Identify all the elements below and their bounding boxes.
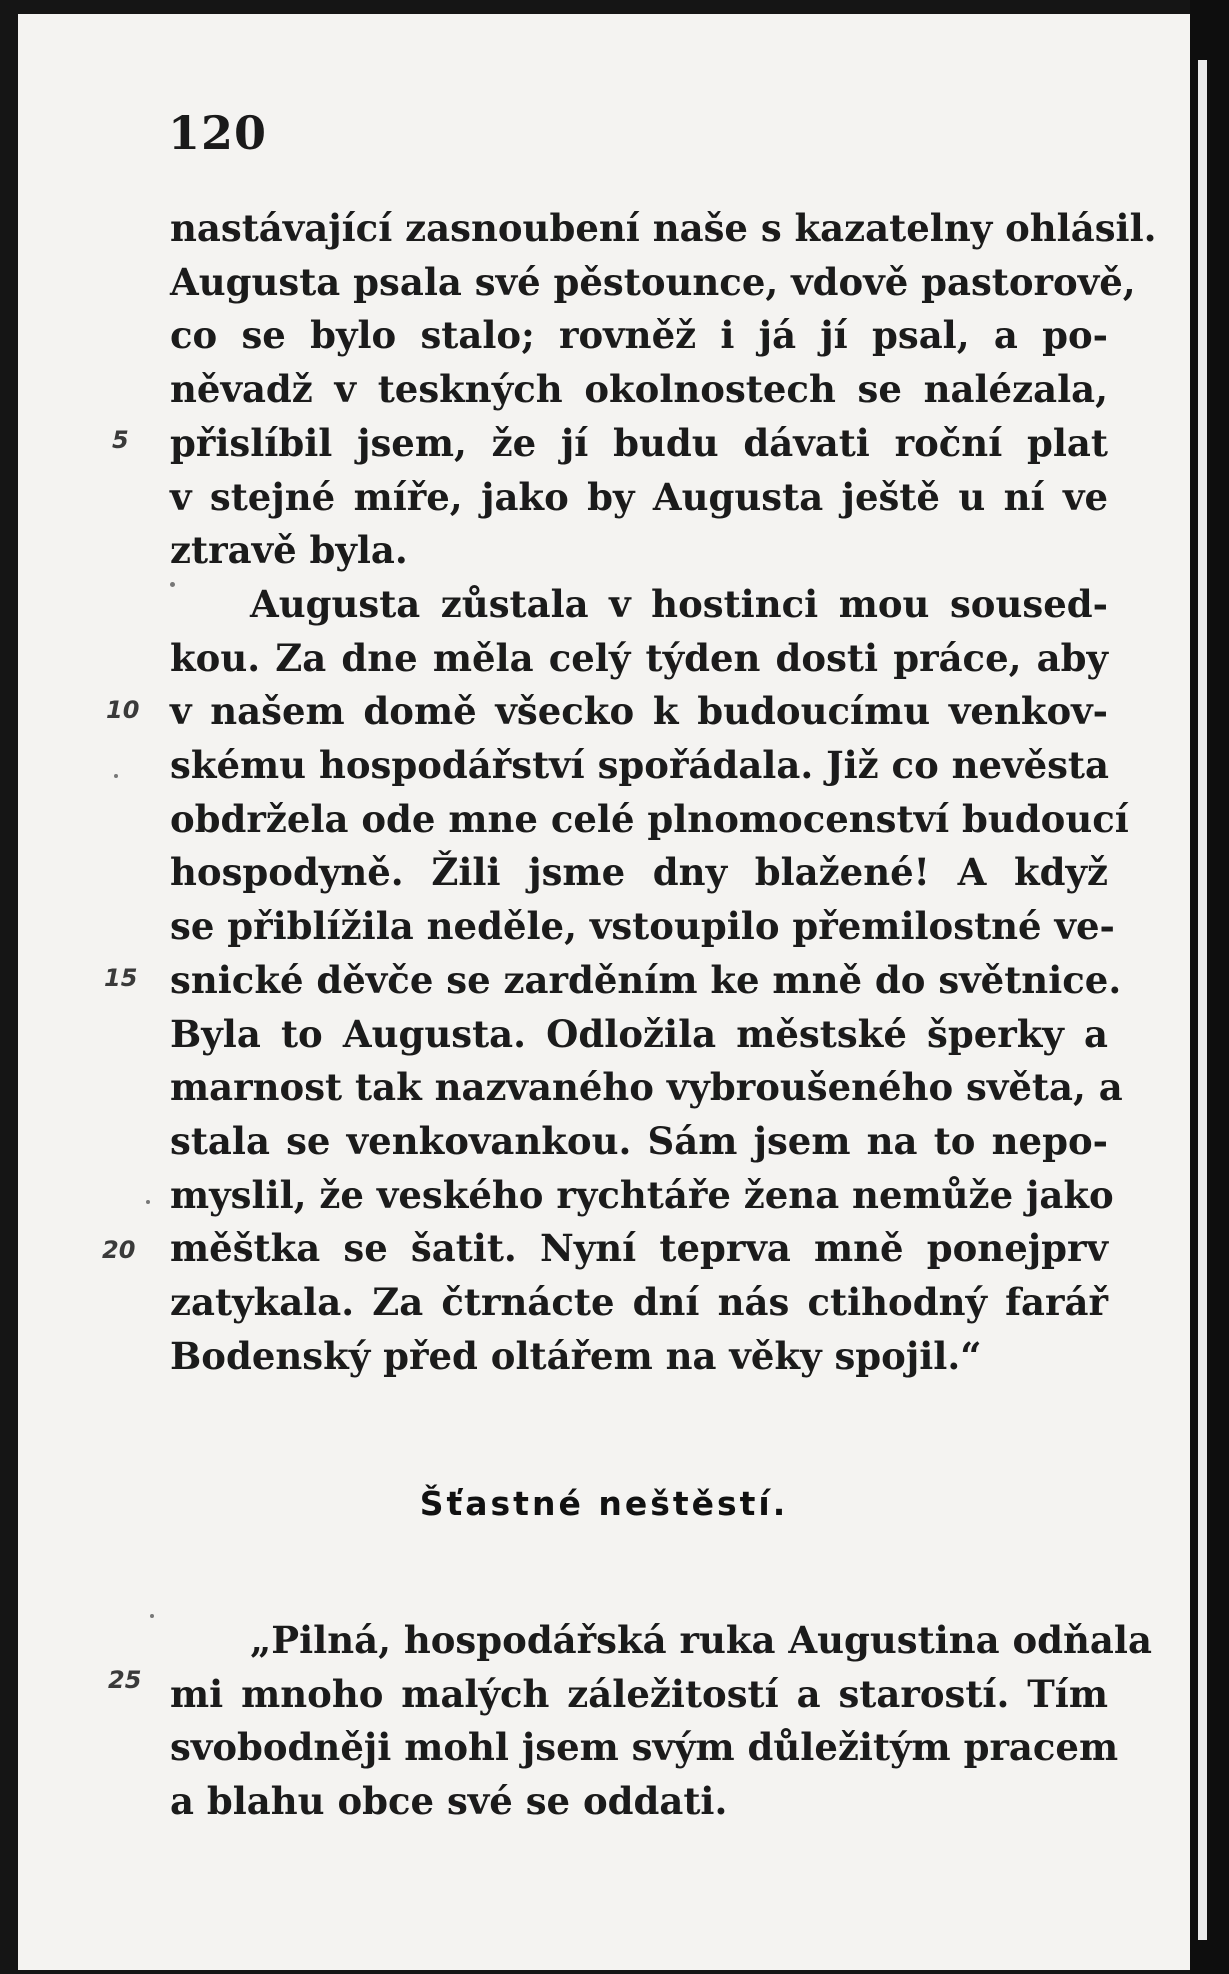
section-heading: Šťastné neštěstí.: [419, 1484, 789, 1523]
text-line: skému hospodářství spořádala. Již co nevěsta: [170, 743, 1110, 788]
ink-speck: [150, 1614, 154, 1618]
margin-line-number: 20: [102, 1236, 136, 1264]
text-line: „Pilná, hospodářská ruka Augustina odňala: [250, 1618, 1152, 1662]
text-line: mi mnoho malých záležitostí a starostí. Tím: [170, 1671, 1108, 1716]
ink-speck: [146, 1200, 150, 1204]
ink-speck: [114, 774, 118, 778]
text-line: co se bylo stalo; rovněž i já jí psal, a po-: [170, 313, 1108, 358]
text-line: hospodyně. Žili jsme dny blažené! A když: [170, 850, 1108, 895]
margin-line-number: 5: [112, 426, 129, 454]
text-line: něvadž v teskných okolnostech se nalézala,: [170, 367, 1108, 412]
text-line: přislíbil jsem, že jí budu dávati roční plat: [170, 420, 1108, 465]
paragraph-3: [170, 1614, 1152, 1829]
text-line: Augusta zůstala v hostinci mou soused-: [250, 581, 1108, 626]
book-page: [18, 14, 1190, 1970]
text-line: v stejné míře, jako by Augusta ještě u ní ve: [170, 474, 1108, 519]
text-line: měštka se šatit. Nyní teprva mně ponejprv: [170, 1226, 1108, 1271]
text-line: zatykala. Za čtrnácte dní nás ctihodný farář: [170, 1280, 1108, 1325]
text-line: stala se venkovankou. Sám jsem na to nepo-: [170, 1118, 1108, 1163]
text-line: Bodenský před oltářem na věky spojil.“: [170, 1333, 982, 1378]
margin-line-number: 15: [104, 964, 138, 992]
text-line: se přiblížila neděle, vstoupilo přemilostné ve-: [170, 904, 1115, 949]
text-line: Augusta psala své pěstounce, vdově pastorově,: [170, 259, 1136, 304]
paragraph-2: [170, 578, 1129, 1384]
text-line: myslil, že veského rychtáře žena nemůže jako: [170, 1172, 1114, 1217]
text-block-bottom: [170, 1614, 1152, 1829]
page-number: 120: [168, 106, 268, 160]
text-line: a blahu obce své se oddati.: [170, 1779, 728, 1824]
margin-line-number: 25: [108, 1666, 142, 1694]
scan-border: [1190, 0, 1229, 1974]
text-line: snické děvče se zarděním ke mně do světnice.: [170, 957, 1122, 1002]
paragraph-1: [170, 202, 1157, 578]
ink-speck: [170, 582, 175, 587]
text-line: Byla to Augusta. Odložila městské šperky a: [170, 1011, 1108, 1056]
text-line: kou. Za dne měla celý týden dosti práce, aby: [170, 635, 1108, 680]
adjacent-page-edge: [1198, 60, 1207, 1940]
text-line: svobodněji mohl jsem svým důležitým pracem: [170, 1725, 1119, 1770]
margin-line-number: 10: [106, 696, 140, 724]
text-line: v našem domě všecko k budoucímu venkov-: [170, 689, 1108, 734]
text-line: obdržela ode mne celé plnomocenství budoucí: [170, 796, 1129, 841]
text-line: nastávající zasnoubení naše s kazatelny ohlásil.: [170, 206, 1157, 250]
text-block-top: [170, 202, 1157, 1383]
text-line: ztravě byla.: [170, 528, 408, 573]
text-line: marnost tak nazvaného vybroušeného světa, a: [170, 1065, 1123, 1110]
